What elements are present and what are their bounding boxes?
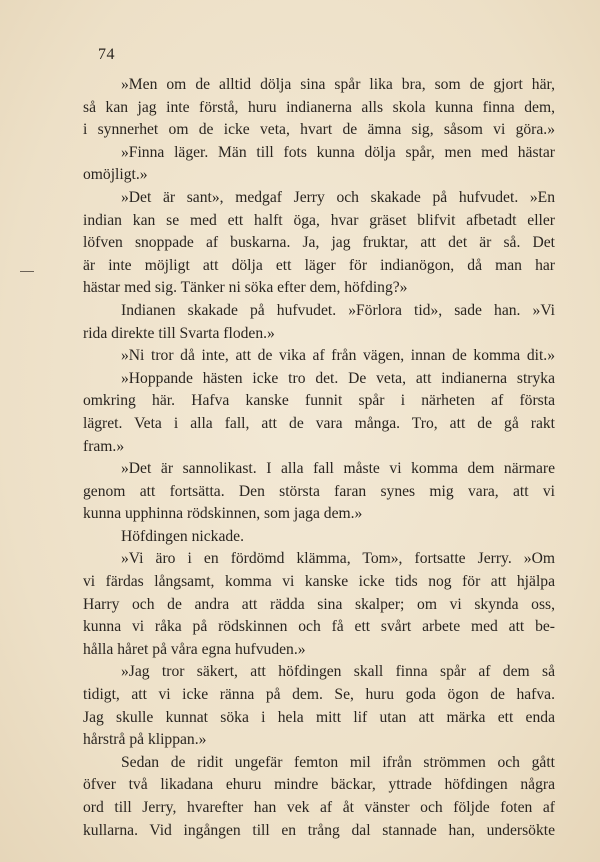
text-line: Höfdingen nickade. <box>121 527 244 545</box>
text-line: »Det är sant», medgaf Jerry och skakade på hufvudet. »En <box>121 188 555 206</box>
text-line: hårstrå på klippan.» <box>83 731 207 749</box>
text-line: hålla håret på våra egna hufvuden.» <box>83 640 306 658</box>
text-line: »Jag tror säkert, att höfdingen skall finna spår af dem så <box>121 663 555 681</box>
text-line: genom att fortsätta. Den största faran synes mig vara, att vi <box>83 482 555 500</box>
text-line: Sedan de ridit ungefär femton mil ifrån strömmen och gått <box>121 753 555 771</box>
text-line: kullarna. Vid ingången till en trång dal stannade han, undersökte <box>83 821 555 839</box>
text-line: vi färdas långsamt, komma vi kanske icke tids nog för att hjälpa <box>83 573 555 591</box>
text-line: i synnerhet om de icke veta, hvart de ämna sig, såsom vi göra.» <box>83 121 555 139</box>
text-line: löfven snoppade af buskarna. Ja, jag fruktar, att det är så. Det <box>83 234 555 252</box>
text-line: »Vi äro i en fördömd klämma, Tom», fortsatte Jerry. »Om <box>121 550 555 568</box>
text-line: Indianen skakade på hufvudet. »Förlora tid», sade han. »Vi <box>121 301 555 319</box>
text-line: är inte möjligt att dölja ett läger för indianögon, då man har <box>83 256 555 274</box>
text-line: »Men om de alltid dölja sina spår lika bra, som de gjort här, <box>121 76 555 93</box>
text-line: fram.» <box>83 437 125 455</box>
text-line: Jag skulle kunnat söka i hela mitt lif utan att märka ett enda <box>83 708 555 726</box>
text-line: »Hoppande hästen icke tro det. De veta, att indianerna stryka <box>121 369 555 387</box>
text-line: lägret. Veta i alla fall, att de vara många. Tro, att de gå rakt <box>83 414 555 432</box>
text-line: ord till Jerry, hvarefter han vek af åt vänster och följde foten af <box>83 799 555 816</box>
text-line: kunna upphinna rödskinnen, som jaga dem.» <box>83 505 363 523</box>
text-line: tidigt, att vi icke ränna på dem. Se, huru goda ögon de hafva. <box>83 686 555 704</box>
text-line: omkring här. Hafva kanske funnit spår i närheten af första <box>83 392 555 410</box>
text-line: kunna vi råka på rödskinnen och få ett svårt arbete med att be- <box>83 618 555 636</box>
text-line: omöjligt.» <box>83 166 148 184</box>
text-line: »Finna läger. Män till fots kunna dölja spår, men med hästar <box>121 143 555 161</box>
text-line: Harry och de andra att rädda sina skalper; om vi skynda oss, <box>83 595 555 613</box>
text-line: »Det är sannolikast. I alla fall måste vi komma dem närmare <box>121 460 555 478</box>
margin-mark <box>20 271 34 272</box>
text-line: indian kan se med ett halft öga, hvar gräset blifvit afbetadt eller <box>83 211 555 229</box>
text-line: så kan jag inte förstå, huru indianerna alls skola kunna finna dem, <box>83 98 555 116</box>
text-line: »Ni tror då inte, att de vika af från vägen, innan de komma dit.» <box>121 347 555 365</box>
text-line: rida direkte till Svarta floden.» <box>83 324 275 342</box>
text-line: hästar med sig. Tänker ni söka efter dem, höfding?» <box>83 279 408 297</box>
text-line: öfver två likadana ehuru mindre bäckar, yttrade höfdingen några <box>83 776 555 794</box>
body-text <box>83 74 555 842</box>
page-number: 74 <box>98 46 115 63</box>
